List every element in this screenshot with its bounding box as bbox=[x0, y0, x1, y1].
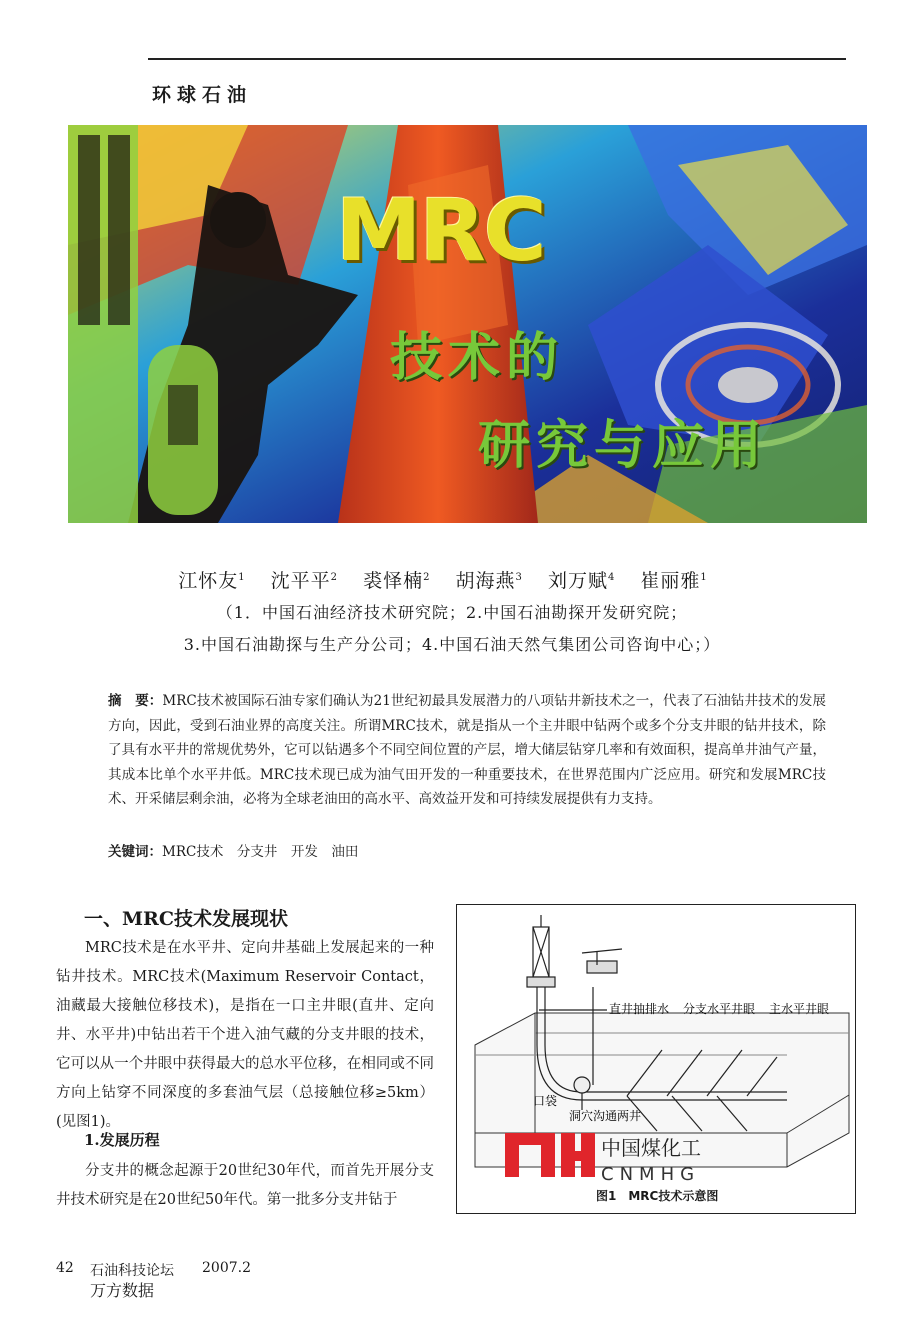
watermark-text: 中国煤化工 bbox=[601, 1136, 701, 1160]
author-name: 沈平平 bbox=[270, 570, 331, 592]
author-name: 江怀友 bbox=[178, 570, 239, 592]
label-main-horizontal: 主水平井眼 bbox=[769, 1002, 830, 1016]
watermark-subtext: CNMHG bbox=[601, 1164, 701, 1185]
banner-title: MRC bbox=[336, 181, 545, 281]
section-title: 环球石油 bbox=[152, 84, 253, 106]
author-name: 胡海燕 bbox=[455, 570, 516, 592]
author-sup: 3 bbox=[515, 571, 523, 583]
journal-name: 石油科技论坛 bbox=[90, 1263, 174, 1279]
banner-subtitle-line2: 研究与应用 bbox=[478, 416, 769, 476]
keywords bbox=[108, 840, 358, 860]
section-paragraph-2: 分支井的概念起源于20世纪30年代，而首先开展分支井技术研究是在20世纪50年代。第一批多分支井钻于 bbox=[56, 1163, 434, 1208]
section-paragraph: MRC技术是在水平井、定向井基础上发展起来的一种钻井技术。MRC技术(Maximum Reservoir Contact，油藏最大接触位移技术)，是指在一口主井眼(直井、定向井、水平井)中钻出若干个进入油气藏的分支井眼的技术，它可以从一个井眼中获得最大的总水平位移，在相同或不同方向上钻穿不同深度的多套油气层（总接触位移≥5km）(见图1)。 bbox=[56, 940, 434, 1130]
page-number: 42 bbox=[56, 1260, 74, 1276]
section-heading: 一、MRC技术发展现状 bbox=[84, 908, 288, 930]
author-sup: 2 bbox=[330, 571, 339, 583]
banner-image bbox=[68, 125, 867, 523]
watermark-logo bbox=[505, 1133, 595, 1177]
abstract bbox=[108, 689, 826, 812]
figure-frame bbox=[456, 904, 856, 1214]
label-cave: 洞穴沟通两井 bbox=[569, 1109, 642, 1123]
issue-date: 2007.2 bbox=[202, 1260, 251, 1276]
author-sup: 1 bbox=[238, 571, 246, 583]
author-name: 崔丽雅 bbox=[640, 570, 701, 592]
author-name: 裘怿楠 bbox=[363, 570, 424, 592]
header-rule bbox=[148, 58, 846, 60]
figure-caption: 图1 MRC技术示意图 bbox=[596, 1189, 719, 1203]
label-pocket: 口袋 bbox=[533, 1094, 558, 1108]
keywords-label: 关键词： bbox=[108, 844, 162, 860]
affiliation-line1: （1．中国石油经济技术研究院；2.中国石油勘探开发研究院； bbox=[216, 603, 688, 622]
author-list bbox=[0, 566, 904, 593]
affiliation-line2: 3.中国石油勘探与生产分公司；4.中国石油天然气集团公司咨询中心；） bbox=[183, 635, 721, 654]
subsection-heading: 1.发展历程 bbox=[84, 1131, 160, 1149]
author-name: 刘万赋 bbox=[547, 570, 608, 592]
keywords-text: MRC技术 分支井 开发 油田 bbox=[162, 844, 359, 860]
abstract-text: MRC技术被国际石油专家们确认为21世纪初最具发展潜力的八项钻井新技术之一，代表了石油钻井技术的发展方向，因此，受到石油业界的高度关注。所谓MRC技术，就是指从一个主井眼中钻两个或多个分支井眼的钻井技术，除了具有水平井的常规优势外，它可以钻遇多个不同空间位置的产层，增大储层钻穿几率和有效面积，提高单井油气产量，其成本比单个水平井低。MRC技术现已成为油气田开发的一种重要技术，在世界范围内广泛应用。研究和发展MRC技术、开采储层剩余油，必将为全球老油田的高水平、高效益开发和可持续发展提供有力支持。 bbox=[108, 693, 826, 807]
label-pump-water: 直井抽排水 bbox=[609, 1002, 670, 1016]
banner-subtitle-line1: 技术的 bbox=[390, 328, 565, 388]
author-sup: 2 bbox=[423, 571, 431, 583]
abstract-label: 摘 要： bbox=[108, 693, 163, 709]
author-sup: 1 bbox=[700, 571, 708, 583]
figure-diagram bbox=[457, 905, 855, 1213]
source-watermark: 万方数据 bbox=[90, 1281, 155, 1300]
author-sup: 4 bbox=[607, 571, 616, 583]
label-branch-horizontal: 分支水平井眼 bbox=[683, 1002, 756, 1016]
